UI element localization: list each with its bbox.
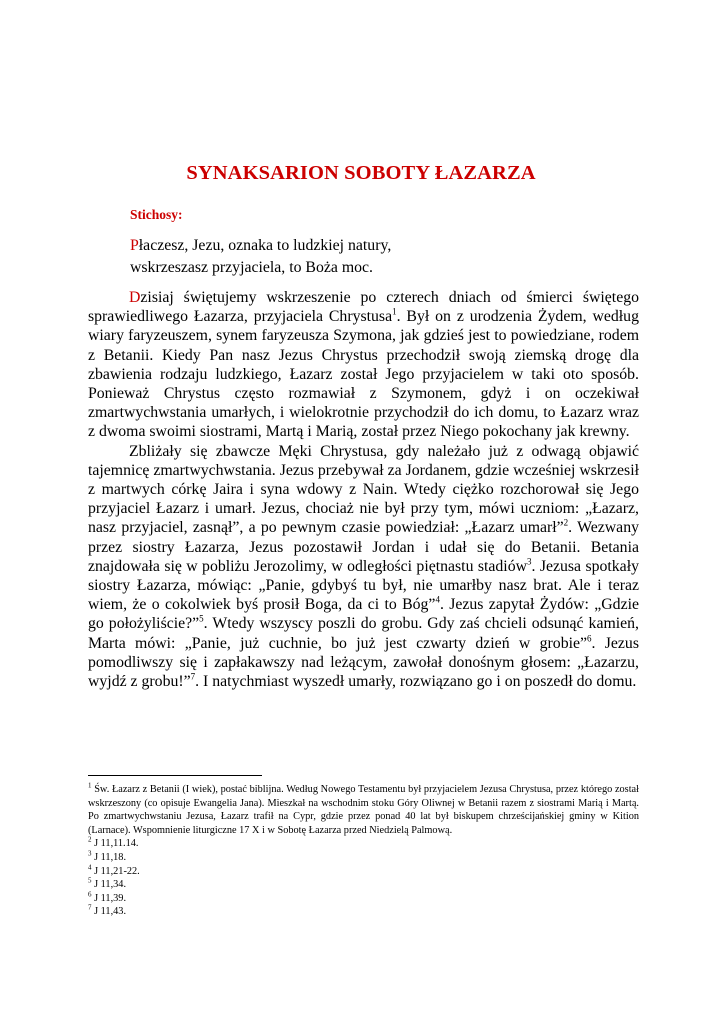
footnote-1 [88, 783, 639, 837]
footnote-text: J 11,39. [91, 892, 127, 904]
verse-line-1-text: łaczesz, Jezu, oznaka to ludzkiej natury, [138, 237, 392, 254]
footnote-text: J 11,43. [91, 906, 127, 918]
paragraph-1-text-b: . Był on z urodzenia Żydem, według wiary faryzeuszem, synem faryzeusza Szymona, jak gdzieś jest to powiedziane, rodem z Betanii. Kiedy Pan nasz Jezus Chrystus przechodził swoją ziemską drogę dla zbawienia rodzaju ludzkiego, Łazarz został Jego przyjacielem w taki oto sposób. Ponieważ Chrystus często rozmawiał z Szymonem, gdyż i on oczekiwał zmartwychwstania umarłych, i wielokrotnie przychodził do ich domu, to Łazarz wraz z dwoma swoimi siostrami, Martą i Marią, został przez Niego pokochany jak krewny. [88, 308, 639, 441]
footnote-number: 6 [88, 890, 92, 899]
paragraph-2-text-d: . Jezus zapytał Żydów: „Gdzie go położyliście?” [88, 596, 639, 633]
page-title: SYNAKSARION SOBOTY ŁAZARZA [186, 162, 536, 184]
footnote-text: J 11,18. [91, 851, 127, 863]
paragraph-2-text-g: . I natychmiast wyszedł umarły, rozwiązano go i on poszedł do domu. [195, 673, 637, 691]
footnote-separator [88, 775, 262, 776]
footnote-ref-5[interactable]: 5 [199, 614, 204, 625]
footnote-2 [88, 837, 639, 851]
footnote-ref-6[interactable]: 6 [587, 633, 592, 644]
footnote-7 [88, 905, 639, 919]
footnote-5 [88, 878, 639, 892]
paragraph-1 [88, 288, 639, 442]
footnote-ref-4[interactable]: 4 [435, 594, 440, 605]
paragraph-2-text-f: . Jezus pomodliwszy się i zapłakawszy nad leżącym, zawołał donośnym głosem: „Łazarzu, wyjdź z grobu!” [88, 634, 639, 691]
paragraph-2-text-b: . Wezwany przez siostry Łazarza, Jezus pozostawił Jordan i udał się do Betanii. Betania znajdowała się w pobliżu Jerozolimy, w odległości piętnastu stadiów [88, 519, 639, 575]
footnote-text: J 11,34. [91, 879, 127, 891]
footnote-ref-2[interactable]: 2 [563, 518, 569, 529]
verse-line-2: wskrzeszasz przyjaciela, to Boża moc. [130, 258, 373, 276]
footnote-number: 1 [88, 781, 92, 790]
stichosy-label: Stichosy: [130, 207, 183, 222]
footnote-4 [88, 865, 639, 879]
footnote-text: Św. Łazarz z Betanii (I wiek), postać biblijna. Według Nowego Testamentu był przyjacielem Jezusa Chrystusa, przez którego został wskrzeszony (co opisuje Ewangelia Jana). Mieszkał na wschodnim stoku Góry Oliwnej w Betanii razem z siostrami Marią i Martą. Po zmartwychwstaniu Jezusa, Łazarz trafił na Cypr, gdzie przez ponad 40 lat był biskupem chrześcijańskiej gminy w Kition (Larnace). Wspomnienie liturgiczne 17 X i w Sobotę Łazarza przed Niedzielą Palmową. [88, 784, 639, 836]
verse-line-1 [130, 235, 391, 257]
footnote-3 [88, 851, 639, 865]
footnotes [88, 783, 639, 919]
footnote-ref-1[interactable]: 1 [392, 306, 397, 317]
footnote-number: 5 [88, 876, 92, 885]
paragraph-2-text-a: Zbliżały się zbawcze Męki Chrystusa, gdy należało już z odwagą objawić tajemnicę zmartwychwstania. Jezus przebywał za Jordanem, gdzie wcześniej wskrzesił z martwych córkę Jaira i syna wdowy z Nain. Wtedy ciężko rozchorował się Jego przyjaciel Łazarz i umarł. Jezus, chociaż nie był przy tym, mówi uczniom: „Łazarz, nasz przyjaciel, zasnął”, a po pewnym czasie powiedział: „Łazarz umarł” [88, 442, 639, 537]
footnote-number: 2 [88, 835, 92, 844]
footnote-ref-3[interactable]: 3 [527, 556, 532, 567]
footnote-number: 4 [88, 863, 92, 872]
paragraph-1-text-a: zisiaj świętujemy wskrzeszenie po czterech dniach od śmierci świętego sprawiedliwego Łazarza, przyjaciela Chrystusa [88, 289, 639, 326]
body-text [88, 288, 639, 691]
paragraph-2 [88, 442, 639, 692]
paragraph-2-text-c: . Jezusa spotkały siostry Łazarza, mówiąc: „Panie, gdybyś tu był, nie umarłby nasz brat. Ale i teraz wiem, że o cokolwiek byś prosił Boga, da ci to Bóg” [88, 557, 639, 614]
footnote-number: 3 [88, 849, 92, 858]
paragraph-initial: D [129, 289, 141, 306]
verse-block [130, 235, 391, 278]
footnote-text: J 11,21-22. [91, 865, 140, 877]
footnote-6 [88, 892, 639, 906]
footnote-number: 7 [88, 903, 92, 912]
paragraph-2-text-e: . Wtedy wszyscy poszli do grobu. Gdy zaś chcieli odsunąć kamień, Marta mówi: „Panie, już cuchnie, bo już jest czwarty dzień w grobie” [88, 615, 639, 652]
footnote-text: J 11,11.14. [91, 838, 139, 850]
verse-initial: P [130, 237, 139, 254]
footnote-ref-7[interactable]: 7 [190, 671, 196, 682]
